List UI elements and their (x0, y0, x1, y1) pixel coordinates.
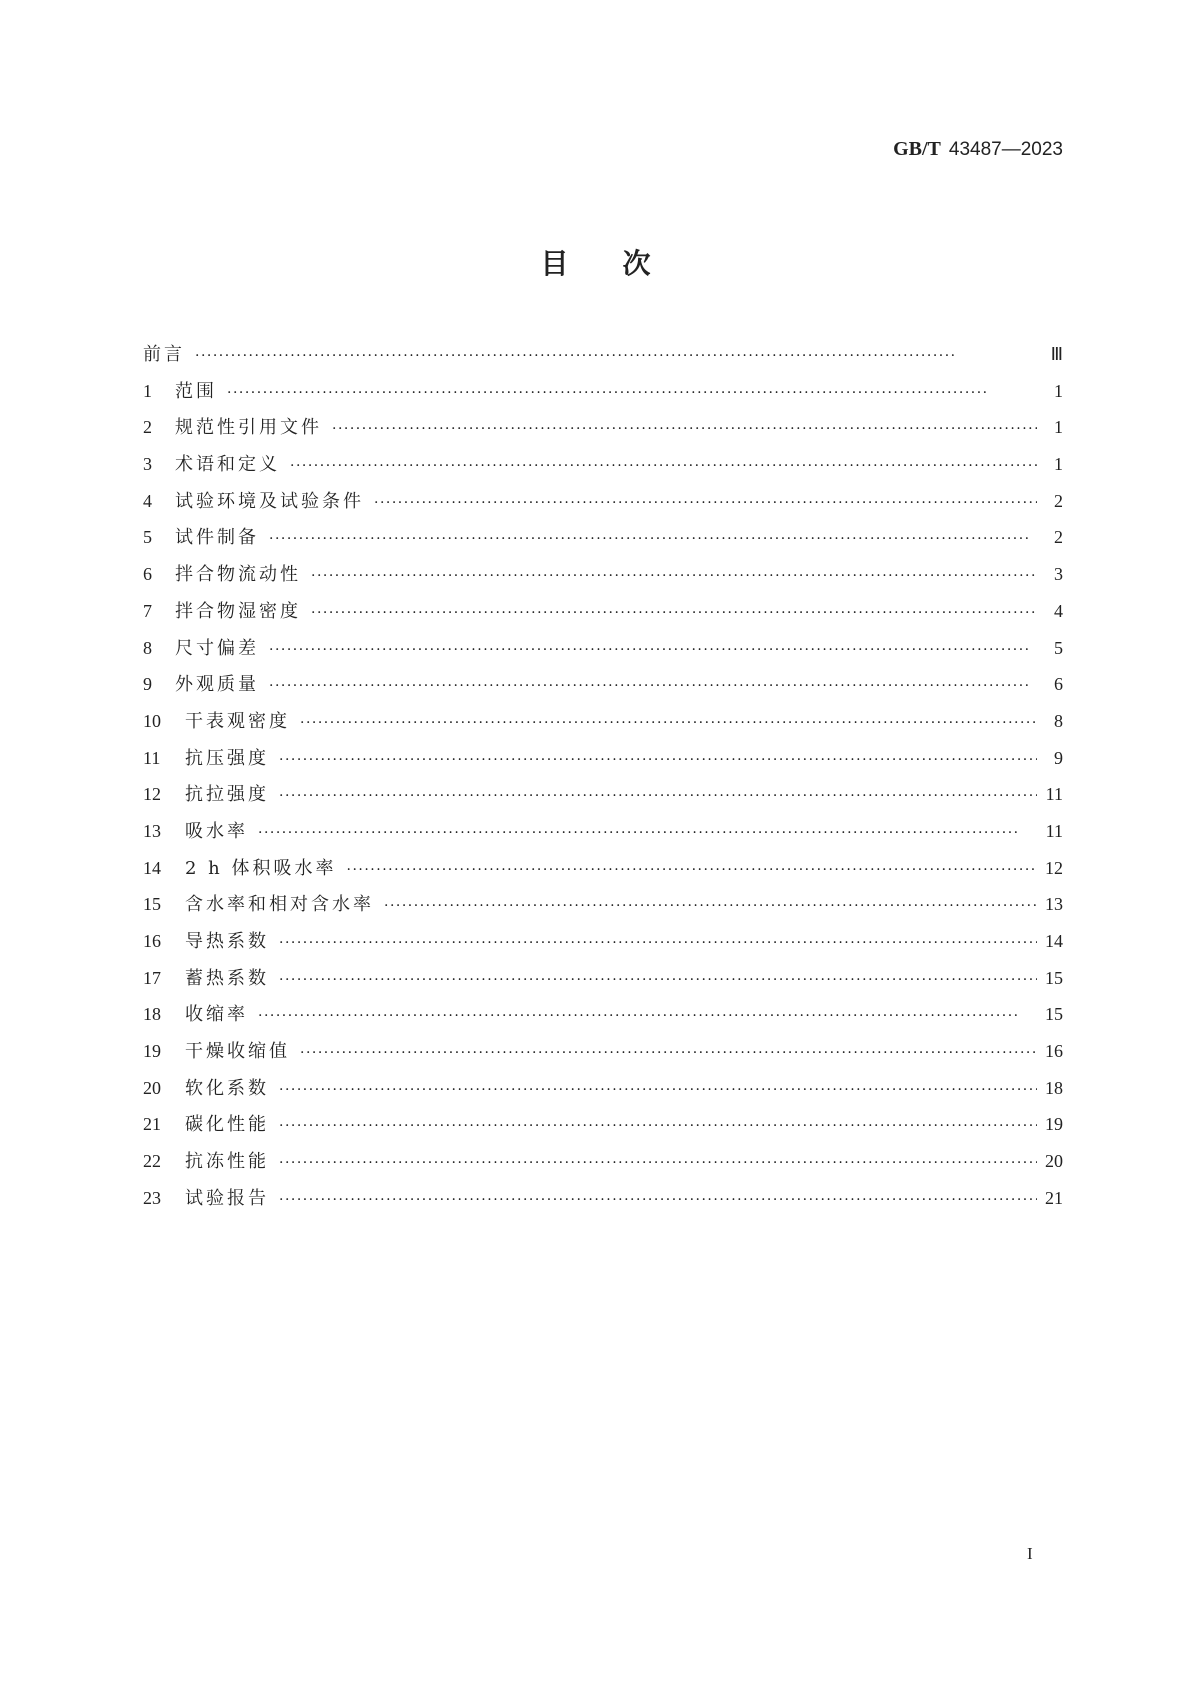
toc-entry-title: 吸水率 (185, 820, 248, 842)
toc-entry-number: 21 (143, 1114, 161, 1135)
toc-entry-title: 试件制备 (175, 527, 259, 549)
toc-entry-page: 5 (1054, 637, 1063, 658)
dot-leader (279, 972, 1037, 988)
toc-entry[interactable] (143, 634, 1063, 671)
toc-entry-number: 15 (143, 894, 161, 915)
toc-entry-page: 8 (1054, 710, 1063, 731)
toc-entry[interactable] (143, 964, 1063, 1001)
toc-entry-number: 18 (143, 1004, 161, 1025)
toc-entry[interactable] (143, 927, 1063, 964)
toc-entry-page: 9 (1054, 747, 1063, 768)
toc-entry-title: 抗冻性能 (185, 1151, 269, 1173)
toc-entry[interactable] (143, 450, 1063, 487)
toc-entry-number: 12 (143, 784, 161, 805)
toc-entry[interactable] (143, 413, 1063, 450)
toc-entry-number: 20 (143, 1077, 161, 1098)
toc-entry[interactable] (143, 340, 1063, 377)
dot-leader (269, 642, 1037, 658)
toc-entry[interactable] (143, 1074, 1063, 1111)
toc-entry-page: 13 (1045, 894, 1063, 915)
toc-entry-page: 6 (1054, 674, 1063, 695)
toc-entry-title: 抗拉强度 (185, 784, 269, 806)
dot-leader (332, 421, 1037, 437)
toc-entry-title: 范围 (175, 380, 217, 402)
toc-entry-page: 1 (1054, 454, 1063, 475)
toc-entry-number: 8 (143, 637, 152, 658)
toc-entry[interactable] (143, 1000, 1063, 1037)
toc-entry-page: 4 (1054, 600, 1063, 621)
toc-entry-title: 导热系数 (185, 931, 269, 952)
toc-entry-number: 1 (143, 380, 152, 401)
dot-leader (258, 825, 1037, 841)
toc-entry-title: 软化系数 (185, 1077, 269, 1099)
dot-leader (279, 788, 1037, 804)
toc-entry-number: 23 (143, 1187, 161, 1208)
toc-entry-number: 13 (143, 820, 161, 841)
toc-entry[interactable] (143, 487, 1063, 524)
dot-leader (195, 348, 1037, 364)
toc-entry-number: 4 (143, 490, 152, 511)
dot-leader (279, 1118, 1037, 1134)
toc-entry-title: 规范性引用文件 (175, 417, 322, 439)
toc-entry-page: 11 (1045, 820, 1063, 841)
dot-leader (269, 678, 1037, 694)
toc-entry[interactable] (143, 744, 1063, 781)
toc-entry-page: 12 (1045, 857, 1063, 878)
dot-leader (311, 605, 1037, 621)
toc-entry[interactable] (143, 523, 1063, 560)
toc-entry-page: 11 (1045, 784, 1063, 805)
toc-entry-page: Ⅲ (1050, 344, 1063, 364)
toc-entry[interactable] (143, 597, 1063, 634)
document-header (893, 138, 1063, 161)
toc-entry-title: 收缩率 (185, 1004, 248, 1026)
toc-entry[interactable] (143, 560, 1063, 597)
toc-entry-number: 11 (143, 747, 161, 768)
dot-leader (279, 752, 1037, 768)
toc-entry-title: 试验报告 (185, 1187, 269, 1209)
toc-entry-number: 9 (143, 674, 152, 695)
toc-entry-title: 试验环境及试验条件 (175, 490, 364, 512)
toc-entry-number: 7 (143, 600, 152, 621)
dot-leader (279, 1192, 1037, 1208)
toc-entry-page: 2 (1054, 527, 1063, 548)
toc-entry-number: 17 (143, 967, 161, 988)
toc-entry-number: 6 (143, 564, 152, 585)
standard-prefix: GB/T (893, 138, 941, 160)
dot-leader (258, 1008, 1037, 1024)
toc-entry-page: 3 (1054, 564, 1063, 585)
toc-entry-page: 18 (1045, 1077, 1063, 1098)
toc-entry-page: 21 (1045, 1187, 1063, 1208)
toc-entry-page: 15 (1045, 967, 1063, 988)
toc-entry-page: 20 (1045, 1151, 1063, 1172)
toc-entry[interactable] (143, 707, 1063, 744)
toc-entry-title: 含水率和相对含水率 (185, 894, 374, 916)
toc-entry-page: 1 (1054, 417, 1063, 438)
toc-entry-number: 3 (143, 454, 152, 475)
dot-leader (300, 1045, 1037, 1061)
toc-entry-number: 19 (143, 1041, 161, 1062)
toc-entry-number: 16 (143, 931, 161, 951)
dot-leader (384, 898, 1037, 914)
toc-entry-number: 22 (143, 1151, 161, 1172)
dot-leader (374, 495, 1037, 511)
toc-entry[interactable] (143, 1110, 1063, 1147)
toc-entry-title: 2 h 体积吸水率 (185, 857, 337, 879)
toc-entry-title: 前言 (143, 344, 185, 365)
toc-entry-title: 外观质量 (175, 674, 259, 696)
toc-entry-page: 1 (1054, 380, 1063, 401)
toc-entry[interactable] (143, 890, 1063, 927)
dot-leader (279, 1155, 1037, 1171)
dot-leader (347, 862, 1038, 878)
toc-entry[interactable] (143, 1147, 1063, 1184)
toc-entry[interactable] (143, 854, 1063, 891)
toc-entry-title: 拌合物湿密度 (175, 600, 301, 622)
standard-number: 43487—2023 (948, 139, 1063, 160)
toc-entry[interactable] (143, 817, 1063, 854)
toc-entry[interactable] (143, 1184, 1063, 1221)
toc-entry[interactable] (143, 377, 1063, 414)
page-title: 目次 (540, 247, 705, 280)
toc-entry-title: 抗压强度 (185, 747, 269, 769)
toc-entry-title: 干表观密度 (185, 710, 290, 732)
toc-entry-number: 14 (143, 857, 161, 878)
dot-leader (227, 385, 1037, 401)
toc-entry-page: 16 (1045, 1041, 1063, 1062)
toc-entry[interactable] (143, 780, 1063, 817)
toc-entry-title: 蓄热系数 (185, 967, 269, 989)
table-of-contents (143, 340, 1063, 1221)
dot-leader (311, 568, 1037, 584)
dot-leader (269, 531, 1037, 547)
toc-entry[interactable] (143, 1037, 1063, 1074)
toc-entry-title: 碳化性能 (185, 1114, 269, 1136)
toc-entry-title: 尺寸偏差 (175, 637, 259, 659)
dot-leader (290, 458, 1037, 474)
toc-entry-title: 干燥收缩值 (185, 1041, 290, 1063)
toc-entry-page: 14 (1045, 931, 1063, 951)
toc-entry-page: 19 (1045, 1114, 1063, 1135)
toc-entry-title: 术语和定义 (175, 454, 280, 476)
toc-entry[interactable] (143, 670, 1063, 707)
dot-leader (279, 1082, 1037, 1098)
toc-entry-number: 2 (143, 417, 152, 438)
toc-entry-page: 2 (1054, 490, 1063, 511)
toc-entry-number: 5 (143, 527, 152, 548)
toc-entry-number: 10 (143, 710, 161, 731)
dot-leader (300, 715, 1037, 731)
toc-entry-page: 15 (1045, 1004, 1063, 1025)
toc-entry-title: 拌合物流动性 (175, 564, 301, 586)
page-number: I (1027, 1544, 1033, 1563)
dot-leader (279, 935, 1037, 951)
